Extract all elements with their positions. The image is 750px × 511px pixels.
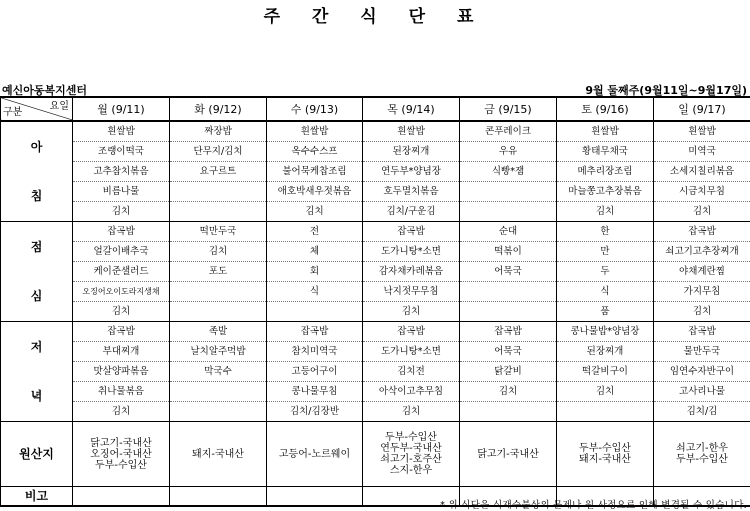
- menu-item-cell: [170, 182, 267, 202]
- menu-item-cell: 잡곡밥: [654, 322, 750, 342]
- menu-item-cell: 비름나물: [73, 182, 170, 202]
- menu-item-cell: [170, 402, 267, 422]
- menu-item-cell: [460, 302, 557, 322]
- meal-row: [1, 182, 750, 202]
- menu-item-cell: 품: [557, 302, 654, 322]
- menu-item-cell: 김치: [267, 202, 363, 222]
- menu-item-cell: 떡만두국: [170, 222, 267, 242]
- note-cell: [170, 487, 267, 507]
- corner-label-day: 요일: [49, 101, 69, 112]
- menu-item-cell: 김치/김: [654, 402, 750, 422]
- menu-item-cell: 흰쌀밥: [267, 121, 363, 142]
- menu-item-cell: 김치: [363, 302, 460, 322]
- menu-item-cell: 김치: [557, 202, 654, 222]
- day-header: 화 (9/12): [170, 97, 267, 121]
- menu-item-cell: 김치: [73, 302, 170, 322]
- menu-item-cell: 도가니탕*소면: [363, 242, 460, 262]
- menu-item-cell: 김치: [654, 302, 750, 322]
- menu-item-cell: 아삭이고추무침: [363, 382, 460, 402]
- menu-item-cell: 단무지/김치: [170, 142, 267, 162]
- menu-item-cell: 된장찌개: [363, 142, 460, 162]
- menu-item-cell: 어묵국: [460, 262, 557, 282]
- menu-item-cell: 김치: [170, 242, 267, 262]
- meal-row: [1, 242, 750, 262]
- menu-item-cell: 김치/김장반: [267, 402, 363, 422]
- note-cell: [267, 487, 363, 507]
- menu-item-cell: [460, 402, 557, 422]
- menu-item-cell: 도가니탕*소면: [363, 342, 460, 362]
- menu-item-cell: [460, 202, 557, 222]
- meal-category-label: [1, 322, 73, 422]
- day-header: 목 (9/14): [363, 97, 460, 121]
- origin-cell: 쇠고기-한우 두부-수입산: [654, 422, 750, 487]
- menu-item-cell: 닭갈비: [460, 362, 557, 382]
- day-header: 일 (9/17): [654, 97, 750, 121]
- meal-label-bottom: 심: [30, 288, 43, 303]
- menu-item-cell: 고사리나물: [654, 382, 750, 402]
- menu-item-cell: 흰쌀밥: [363, 121, 460, 142]
- meal-row: [1, 362, 750, 382]
- meal-label-top: 아: [30, 139, 43, 154]
- menu-item-cell: 떡갈비구이: [557, 362, 654, 382]
- menu-item-cell: 호두멸치볶음: [363, 182, 460, 202]
- menu-item-cell: 얼갈이배추국: [73, 242, 170, 262]
- menu-item-cell: 잡곡밥: [73, 222, 170, 242]
- menu-item-cell: 어묵국: [460, 342, 557, 362]
- menu-item-cell: 감자채카레볶음: [363, 262, 460, 282]
- menu-item-cell: 막국수: [170, 362, 267, 382]
- meal-row: [1, 402, 750, 422]
- menu-item-cell: 잡곡밥: [363, 322, 460, 342]
- menu-item-cell: 콘푸레이크: [460, 121, 557, 142]
- menu-item-cell: 옥수수스프: [267, 142, 363, 162]
- menu-item-cell: 두: [557, 262, 654, 282]
- menu-item-cell: 미역국: [654, 142, 750, 162]
- menu-item-cell: [170, 302, 267, 322]
- corner-label-category: 구분: [3, 107, 23, 118]
- meal-label-bottom: 침: [30, 188, 43, 203]
- origin-cell: 돼지-국내산: [170, 422, 267, 487]
- meal-category-label: [1, 222, 73, 322]
- menu-item-cell: 전: [267, 222, 363, 242]
- menu-item-cell: 조랭이떡국: [73, 142, 170, 162]
- meal-label-top: 저: [30, 339, 43, 354]
- meal-category-label: [1, 121, 73, 222]
- meal-row: [1, 142, 750, 162]
- menu-item-cell: 잡곡밥: [73, 322, 170, 342]
- menu-item-cell: 가지무침: [654, 282, 750, 302]
- menu-item-cell: [170, 282, 267, 302]
- meal-row: [1, 382, 750, 402]
- menu-item-cell: 김치: [363, 402, 460, 422]
- menu-item-cell: 케이준샐러드: [73, 262, 170, 282]
- meal-row: [1, 282, 750, 302]
- menu-item-cell: 불어묵케찹조림: [267, 162, 363, 182]
- menu-item-cell: [170, 382, 267, 402]
- day-header: 수 (9/13): [267, 97, 363, 121]
- menu-item-cell: 콩나물무침: [267, 382, 363, 402]
- menu-item-cell: 잡곡밥: [267, 322, 363, 342]
- center-name: 예신아동복지센터: [2, 84, 88, 97]
- menu-item-cell: 낙지젓무무침: [363, 282, 460, 302]
- meal-row: [1, 202, 750, 222]
- menu-item-cell: 잡곡밥: [654, 222, 750, 242]
- day-header: 월 (9/11): [73, 97, 170, 121]
- meal-row: [1, 302, 750, 322]
- menu-item-cell: 메추리장조림: [557, 162, 654, 182]
- menu-item-cell: 우유: [460, 142, 557, 162]
- menu-item-cell: 김치: [460, 382, 557, 402]
- origin-row: [1, 422, 750, 487]
- menu-item-cell: 고추참치볶음: [73, 162, 170, 182]
- menu-item-cell: 짜장밥: [170, 121, 267, 142]
- footer-note: * 위 식단은 식재수불상의 문제나 원 사정으로 인해 변경될 수 있습니다.: [440, 500, 747, 511]
- menu-item-cell: 고등어구이: [267, 362, 363, 382]
- menu-item-cell: 임연수자반구이: [654, 362, 750, 382]
- menu-item-cell: 맛살양파볶음: [73, 362, 170, 382]
- meal-label-top: 점: [30, 239, 43, 254]
- menu-item-cell: 김치/구운김: [363, 202, 460, 222]
- menu-item-cell: 쇠고기고추장찌개: [654, 242, 750, 262]
- note-label: 비고: [1, 487, 73, 507]
- menu-item-cell: 잡곡밥: [363, 222, 460, 242]
- menu-item-cell: 김치전: [363, 362, 460, 382]
- menu-item-cell: 날치알주먹밥: [170, 342, 267, 362]
- menu-item-cell: 부대찌개: [73, 342, 170, 362]
- origin-cell: 두부-수입산 돼지-국내산: [557, 422, 654, 487]
- menu-item-cell: 참치미역국: [267, 342, 363, 362]
- corner-cell: [1, 97, 73, 121]
- header-row: [1, 97, 750, 121]
- menu-item-cell: 콩나물밥*양념장: [557, 322, 654, 342]
- meal-label-bottom: 녁: [30, 388, 43, 403]
- menu-item-cell: 김치: [73, 402, 170, 422]
- origin-cell: 닭고기-국내산 오징어-국내산 두부-수입산: [73, 422, 170, 487]
- menu-item-cell: 김치: [557, 382, 654, 402]
- menu-item-cell: 소세지칠리볶음: [654, 162, 750, 182]
- menu-item-cell: 요구르트: [170, 162, 267, 182]
- menu-item-cell: 회: [267, 262, 363, 282]
- menu-item-cell: 연두부*양념장: [363, 162, 460, 182]
- menu-item-cell: 떡볶이: [460, 242, 557, 262]
- menu-table: [0, 96, 750, 507]
- origin-cell: 닭고기-국내산: [460, 422, 557, 487]
- menu-item-cell: 시금치무침: [654, 182, 750, 202]
- day-header: 금 (9/15): [460, 97, 557, 121]
- menu-item-cell: 식: [557, 282, 654, 302]
- menu-item-cell: 식: [267, 282, 363, 302]
- menu-item-cell: 족발: [170, 322, 267, 342]
- menu-item-cell: 애호박새우젓볶음: [267, 182, 363, 202]
- meal-row: [1, 162, 750, 182]
- menu-item-cell: 야채계란찜: [654, 262, 750, 282]
- origin-cell: 두부-수입산 연두부-국내산 쇠고기-호주산 스지-한우: [363, 422, 460, 487]
- menu-item-cell: 흰쌀밥: [73, 121, 170, 142]
- menu-item-cell: 포도: [170, 262, 267, 282]
- menu-item-cell: 김치: [73, 202, 170, 222]
- menu-item-cell: 잡곡밥: [460, 322, 557, 342]
- meal-row: [1, 262, 750, 282]
- meal-row: [1, 342, 750, 362]
- menu-item-cell: 황태무채국: [557, 142, 654, 162]
- menu-item-cell: 김치: [654, 202, 750, 222]
- menu-item-cell: 흰쌀밥: [557, 121, 654, 142]
- menu-item-cell: 오징어오이도라지생채: [73, 282, 170, 302]
- menu-item-cell: [267, 302, 363, 322]
- menu-item-cell: 된장찌개: [557, 342, 654, 362]
- menu-item-cell: 한: [557, 222, 654, 242]
- menu-item-cell: [557, 402, 654, 422]
- menu-item-cell: 흰쌀밥: [654, 121, 750, 142]
- page-title: 주 간 식 단 표: [263, 7, 487, 27]
- menu-item-cell: 마늘쫑고추장볶음: [557, 182, 654, 202]
- week-label: 9월 둘째주(9월11일~9월17일): [585, 84, 747, 97]
- menu-item-cell: [460, 182, 557, 202]
- menu-item-cell: 만: [557, 242, 654, 262]
- menu-item-cell: [460, 282, 557, 302]
- meal-row: [1, 121, 750, 142]
- note-cell: [73, 487, 170, 507]
- menu-item-cell: 취나물볶음: [73, 382, 170, 402]
- day-header: 토 (9/16): [557, 97, 654, 121]
- menu-item-cell: 순대: [460, 222, 557, 242]
- menu-item-cell: 식빵*잼: [460, 162, 557, 182]
- origin-label: 원산지: [1, 422, 73, 487]
- menu-item-cell: 체: [267, 242, 363, 262]
- menu-item-cell: [170, 202, 267, 222]
- meal-row: [1, 222, 750, 242]
- origin-cell: 고등어-노르웨이: [267, 422, 363, 487]
- meal-row: [1, 322, 750, 342]
- menu-item-cell: 물만두국: [654, 342, 750, 362]
